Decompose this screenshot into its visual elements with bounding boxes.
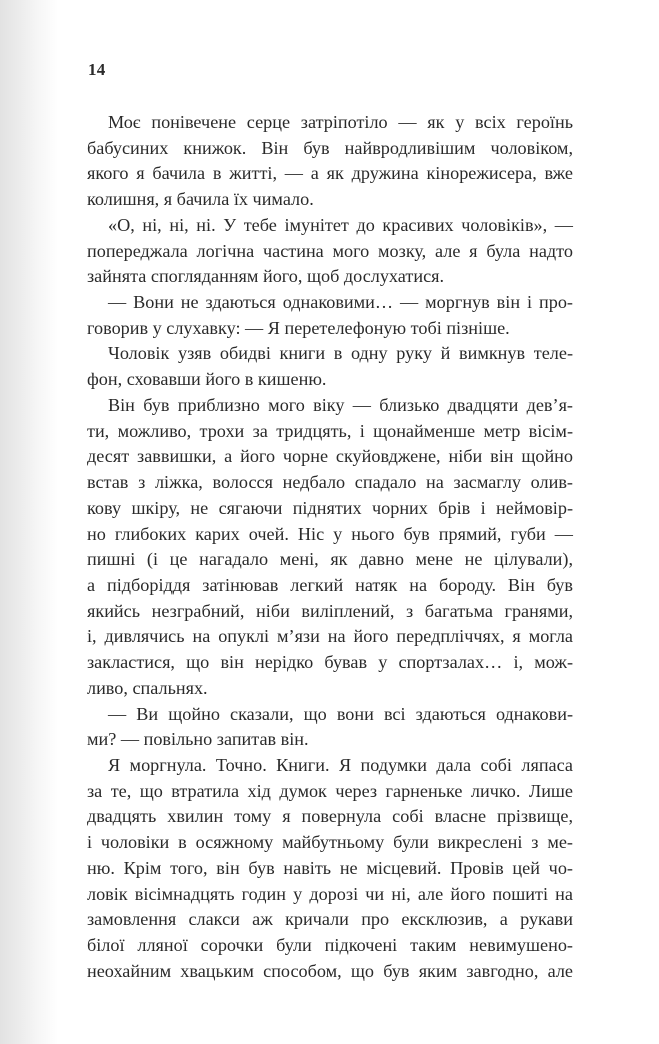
body-text [87, 110, 573, 984]
text-line: закластися, що він нерідко бував у спортзалах… і, мож- [87, 652, 573, 673]
text-line: і, дивлячись на опуклі м’язи на його передпліччях, я могла [87, 626, 573, 647]
text-line: і чоловіки в осяжному майбутньому були викреслені з ме- [87, 832, 573, 853]
paragraph [87, 290, 573, 341]
text-line: но глибоких карих очей. Ніс у нього був прямий, губи — [87, 523, 573, 544]
paragraph [87, 110, 573, 213]
text-line: якийсь незграбний, ніби виліплений, з багатьма гранями, [87, 600, 573, 621]
paragraph [87, 702, 573, 753]
text-line: двадцять хвилин тому я повернула собі власне прізвище, [87, 806, 573, 827]
paragraph [87, 753, 573, 984]
text-line: а підборіддя затінював легкий натяк на бороду. Він був [87, 574, 573, 595]
text-line: ловік вісімнадцять годин у дорозі чи ні, але його пошиті на [87, 883, 573, 904]
text-line: попереджала логічна частина мого мозку, але я була надто [87, 240, 573, 261]
text-line: Чоловік узяв обидві книги в одну руку й вимкнув теле- [108, 343, 573, 364]
text-line: — Вони не здаються однаковими… — моргнув він і про- [108, 292, 573, 313]
text-line: ти, можливо, трохи за тридцять, і щонайменше метр вісім- [87, 420, 573, 441]
text-line: білої лляної сорочки були підкочені таким невимушено- [87, 935, 573, 955]
text-line: ню. Крім того, він був навіть не місцевий. Провів цей чо- [87, 857, 573, 878]
text-line: — Ви щойно сказали, що вони всі здаються однакови- [108, 703, 573, 724]
text-line: говорив у слухавку: — Я перетелефоную тобі пізніше. [87, 317, 510, 338]
text-line: фон, сховавши його в кишеню. [87, 369, 327, 390]
text-line: ми? — повільно запитав він. [87, 729, 309, 750]
text-line: «О, ні, ні, ні. У тебе імунітет до красивих чоловіків», — [108, 214, 573, 235]
text-line: Моє понівечене серце затріпотіло — як у всіх героїнь [108, 112, 573, 132]
paragraph [87, 213, 573, 290]
text-line: замовлення слакси аж кричали про ексклюзив, а рукави [87, 909, 573, 930]
text-line: десят заввишки, а його чорне скуйовджене, ніби він щойно [87, 446, 573, 467]
text-line: за те, що втратила хід думок через гарненьке личко. Лише [87, 780, 573, 801]
text-line: встав з ліжка, волосся недбало спадало на засмаглу олив- [87, 472, 573, 493]
text-line: якого я бачила в житті, — а як дружина кінорежисера, вже [87, 163, 573, 184]
text-line: бабусиних книжок. Він був найвродливішим чоловіком, [87, 137, 573, 158]
text-line: неохайним хвацьким способом, що був яким завгодно, але [87, 960, 573, 981]
text-line: Він був приблизно мого віку — близько двадцяти дев’я- [108, 394, 573, 415]
text-line: пишні (і це нагадало мені, як давно мене не цілували), [87, 549, 573, 570]
paragraph [87, 393, 573, 702]
text-line: ливо, спальнях. [87, 677, 208, 698]
paragraph [87, 341, 573, 392]
text-line: Я моргнула. Точно. Книги. Я подумки дала собі ляпаса [108, 754, 573, 775]
page-number: 14 [88, 60, 106, 79]
text-line: кову шкіру, не сягаючи піднятих чорних брів і неймовір- [87, 497, 573, 518]
text-line: колишня, я бачила їх чимало. [87, 189, 314, 210]
text-line: зайнята спогляданням його, щоб дослухатися. [87, 266, 445, 287]
